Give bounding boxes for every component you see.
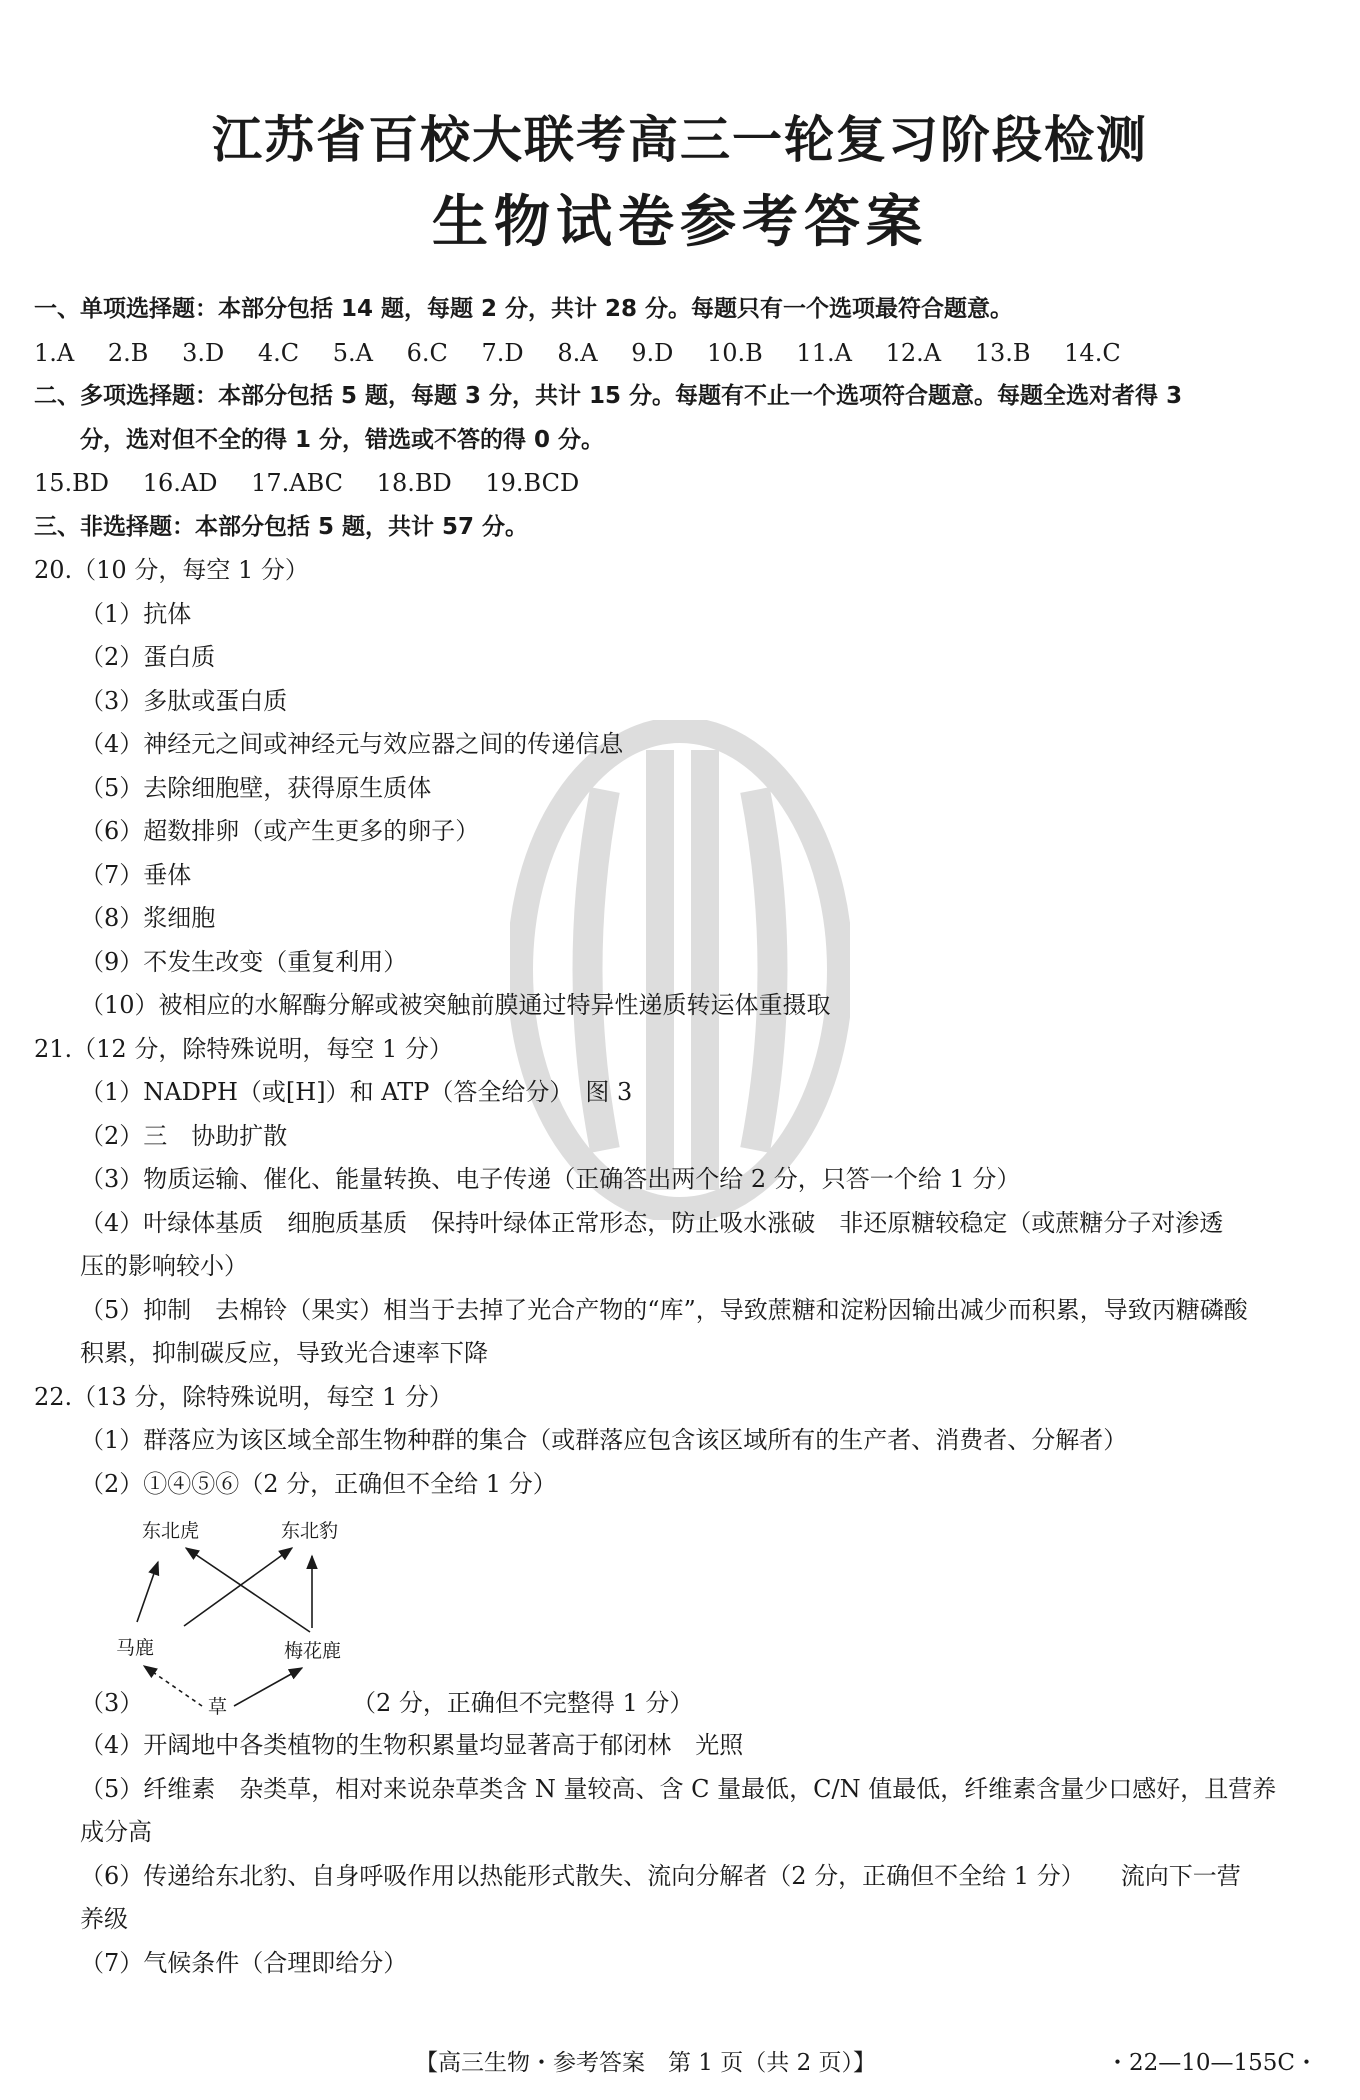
arrow-sikadeer-to-tiger (186, 1548, 310, 1632)
answer-item: 18.BD (376, 469, 452, 497)
answer-item: 11.A (796, 338, 852, 367)
answer-item: 3.D (182, 338, 225, 367)
q21-answer-cont: 积累，抑制碳反应，导致光合速率下降 (80, 1339, 488, 1367)
answer-item: 12.A (885, 338, 942, 367)
arrow-reddeer-to-leopard (184, 1548, 292, 1626)
answer-content (34, 288, 1334, 1985)
q21-answer-cont: 压的影响较小） (80, 1252, 248, 1280)
arrow-reddeer-to-tiger (137, 1562, 158, 1622)
answer-item: 7.D (481, 338, 524, 367)
q21-answer: （2）三 协助扩散 (80, 1121, 288, 1150)
answer-item: 5.A (332, 338, 373, 367)
node-red-deer: 马鹿 (116, 1637, 155, 1659)
answer-item: 16.AD (142, 469, 218, 497)
footer-page-info: 【高三生物・参考答案 第 1 页（共 2 页）】 (415, 2050, 877, 2076)
q22-answer: （2）①④⑤⑥（2 分，正确但不全给 1 分） (80, 1469, 557, 1498)
section1-answers (34, 332, 1334, 376)
q20-answer: （6）超数排卵（或产生更多的卵子） (80, 817, 480, 845)
q20-answer: （7）垂体 (80, 860, 192, 889)
q20-answer: （2）蛋白质 (80, 643, 216, 671)
q22-answer: （5）纤维素 杂类草，相对来说杂草类含 N 量较高、含 C 量最低，C/N 值最低，纤维素含量少口感好，且营养 (80, 1774, 1277, 1803)
q21-answer: （3）物质运输、催化、能量转换、电子传递（正确答出两个给 2 分，只答一个给 1 分） (80, 1165, 1021, 1193)
answer-item: 15.BD (34, 469, 110, 497)
q22-answer: （1）群落应为该区域全部生物种群的集合（或群落应包含该区域所有的生产者、消费者、分解者） (80, 1426, 1128, 1454)
arrow-grass-to-reddeer (144, 1666, 202, 1706)
q22-answer-cont: 养级 (80, 1905, 128, 1933)
node-tiger: 东北虎 (142, 1520, 200, 1542)
arrow-grass-to-sikadeer (234, 1668, 302, 1706)
section1-heading: 一、单项选择题：本部分包括 14 题，每题 2 分，共计 28 分。每题只有一个选项最符合题意。 (34, 296, 1014, 322)
food-web-diagram (34, 1506, 1334, 1724)
answer-item: 14.C (1064, 338, 1121, 367)
q20-answer: （1）抗体 (80, 599, 192, 628)
answer-item: 17.ABC (251, 469, 344, 497)
q20-answer: （3）多肽或蛋白质 (80, 686, 288, 715)
q21-answer: （4）叶绿体基质 细胞质基质 保持叶绿体正常形态，防止吸水涨破 非还原糖较稳定（或蔗糖分子对渗透 (80, 1208, 1224, 1237)
q20-answer: （4）神经元之间或神经元与效应器之间的传递信息 (80, 730, 624, 758)
page-title: 江苏省百校大联考高三一轮复习阶段检测 (212, 111, 1148, 169)
node-leopard: 东北豹 (281, 1520, 339, 1542)
answer-item: 2.B (107, 338, 149, 367)
q22-header: 22.（13 分，除特殊说明，每空 1 分） (34, 1382, 453, 1411)
section3-heading: 三、非选择题：本部分包括 5 题，共计 57 分。 (34, 513, 529, 540)
section2-heading-cont: 分，选对但不全的得 1 分，错选或不答的得 0 分。 (80, 426, 605, 453)
q20-answer: （9）不发生改变（重复利用） (80, 947, 408, 976)
footer-code: ・22—10—155C・ (1106, 2050, 1319, 2076)
node-sika-deer: 梅花鹿 (284, 1640, 342, 1662)
answer-item: 10.B (706, 338, 763, 367)
node-grass: 草 (208, 1696, 228, 1718)
q22-item3-prefix: （3） (80, 1689, 144, 1717)
q22-answer-cont: 成分高 (80, 1818, 152, 1846)
answer-item: 1.A (34, 338, 75, 367)
answer-item: 8.A (557, 338, 598, 367)
q22-answer: （4）开阔地中各类植物的生物积累量均显著高于郁闭林 光照 (80, 1731, 744, 1759)
q22-answer: （6）传递给东北豹、自身呼吸作用以热能形式散失、流向分解者（2 分，正确但不全给 1 分） 流向下一营 (80, 1861, 1241, 1890)
section2-heading: 二、多项选择题：本部分包括 5 题，每题 3 分，共计 15 分。每题有不止一个选项符合题意。每题全选对者得 3 (34, 383, 1183, 409)
q20-header: 20.（10 分，每空 1 分） (34, 556, 309, 584)
answer-item: 4.C (257, 338, 300, 367)
q22-answer: （7）气候条件（合理即给分） (80, 1948, 408, 1977)
q21-answer: （5）抑制 去棉铃（果实）相当于去掉了光合产物的“库”，导致蔗糖和淀粉因输出减少而积累，导致丙糖磷酸 (80, 1295, 1248, 1324)
answer-item: 19.BCD (485, 469, 580, 497)
answer-item: 13.B (974, 338, 1031, 367)
q21-answer: （1）NADPH（或[H]）和 ATP（答全给分） 图 3 (80, 1078, 633, 1106)
q20-answer: （5）去除细胞壁，获得原生质体 (80, 773, 432, 802)
answer-item: 9.D (631, 338, 674, 367)
q22-item3-note: （2 分，正确但不完整得 1 分） (352, 1689, 694, 1717)
section2-answers (34, 462, 1334, 506)
q20-answer: （8）浆细胞 (80, 904, 216, 932)
q20-answer: （10）被相应的水解酶分解或被突触前膜通过特异性递质转运体重摄取 (80, 991, 831, 1019)
page-subtitle: 生物试卷参考答案 (432, 190, 928, 255)
answer-item: 6.C (406, 338, 448, 367)
q21-header: 21.（12 分，除特殊说明，每空 1 分） (34, 1034, 453, 1063)
